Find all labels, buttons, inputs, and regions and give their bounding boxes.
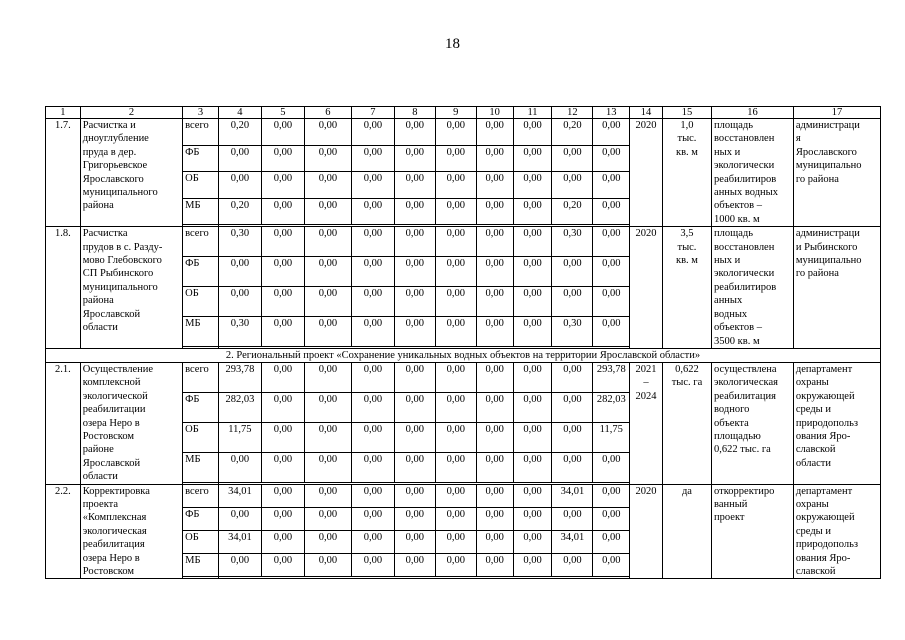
value-cell: 0,00 [513,119,552,146]
value-cell: 0,00 [476,422,513,452]
fund-label: ФБ [183,257,219,287]
value-cell: 0,00 [476,227,513,257]
value-cell: 293,78 [218,362,261,392]
value-cell: 0,00 [351,362,394,392]
value-cell: 0,00 [593,484,630,507]
value-cell: 0,00 [394,198,435,225]
value-cell: 0,00 [304,172,351,199]
item-result: площадь восстановлен ных и экологически реабилитиров анных водных объектов – 3500 кв. м [712,227,794,349]
item-result: площадь восстановлен ных и экологически реабилитиров анных водных объектов – 1000 кв. м [712,119,794,227]
fund-label: ФБ [183,507,219,530]
fund-label: всего [183,119,219,146]
item-executor: департамент охраны окружающей среды и природопольз ования Яро- славской области [793,362,880,484]
value-cell: 0,00 [351,392,394,422]
values-filler [218,577,629,579]
column-number-14: 14 [630,107,663,119]
value-cell: 0,00 [476,198,513,225]
fund-label: МБ [183,554,219,577]
value-cell: 0,00 [261,452,304,482]
table-row [46,484,881,507]
value-cell: 0,00 [218,257,261,287]
value-cell: 0,00 [351,172,394,199]
fund-label: всего [183,362,219,392]
value-cell: 0,00 [261,422,304,452]
value-cell: 0,00 [476,119,513,146]
value-cell: 0,00 [304,287,351,317]
value-cell: 0,00 [435,452,476,482]
column-number-16: 16 [712,107,794,119]
column-number-6: 6 [304,107,351,119]
value-cell: 0,00 [218,507,261,530]
value-cell: 0,00 [351,530,394,553]
value-cell: 0,00 [476,392,513,422]
value-cell: 0,00 [261,507,304,530]
value-cell: 0,00 [304,362,351,392]
value-cell: 0,00 [476,145,513,172]
column-number-12: 12 [552,107,593,119]
column-number-7: 7 [351,107,394,119]
item-number: 1.7. [46,119,81,227]
value-cell: 0,00 [435,287,476,317]
value-cell: 0,00 [261,530,304,553]
item-number: 1.8. [46,227,81,349]
value-cell: 0,30 [552,316,593,346]
value-cell: 0,00 [435,422,476,452]
value-cell: 0,00 [513,362,552,392]
value-cell: 282,03 [593,392,630,422]
item-executor: администраци я Ярославского муниципально го района [793,119,880,227]
value-cell: 0,00 [513,507,552,530]
value-cell: 0,00 [476,507,513,530]
column-number-8: 8 [394,107,435,119]
value-cell: 0,00 [513,530,552,553]
value-cell: 0,00 [593,145,630,172]
value-cell: 11,75 [218,422,261,452]
value-cell: 0,00 [394,287,435,317]
value-cell: 11,75 [593,422,630,452]
fund-label: ФБ [183,392,219,422]
value-cell: 0,00 [261,198,304,225]
value-cell: 0,00 [351,316,394,346]
value-cell: 0,00 [435,172,476,199]
value-cell: 0,00 [593,530,630,553]
value-cell: 0,00 [552,507,593,530]
value-cell: 0,00 [261,392,304,422]
fund-label: МБ [183,316,219,346]
value-cell: 0,00 [513,198,552,225]
value-cell: 0,00 [435,362,476,392]
value-cell: 0,00 [394,392,435,422]
value-cell: 0,00 [261,145,304,172]
value-cell: 0,00 [394,362,435,392]
column-number-9: 9 [435,107,476,119]
value-cell: 0,00 [304,554,351,577]
value-cell: 0,00 [394,507,435,530]
value-cell: 0,00 [552,392,593,422]
value-cell: 0,00 [304,484,351,507]
value-cell: 0,00 [351,287,394,317]
value-cell: 0,00 [394,422,435,452]
value-cell: 0,00 [394,484,435,507]
item-number: 2.1. [46,362,81,484]
section-title: 2. Региональный проект «Сохранение уникальных водных объектов на территории Ярославской области» [46,348,881,362]
value-cell: 0,00 [351,257,394,287]
section-row [46,348,881,362]
value-cell: 0,00 [593,257,630,287]
value-cell: 0,00 [593,287,630,317]
value-cell: 0,00 [552,145,593,172]
value-cell: 0,00 [513,287,552,317]
value-cell: 0,00 [513,172,552,199]
value-cell: 0,00 [218,145,261,172]
item-amount: 3,5 тыс. кв. м [662,227,711,349]
value-cell: 0,00 [476,257,513,287]
value-cell: 0,00 [351,227,394,257]
fund-label: ОБ [183,530,219,553]
fund-label: МБ [183,452,219,482]
value-cell: 0,00 [593,227,630,257]
item-amount: да [662,484,711,579]
item-name: Расчистка прудов в с. Разду- мово Глебовского СП Рыбинского муниципального района Ярославской области [80,227,182,349]
item-number: 2.2. [46,484,81,579]
value-cell: 0,00 [351,507,394,530]
value-cell: 0,00 [394,554,435,577]
value-cell: 0,00 [435,145,476,172]
column-number-5: 5 [261,107,304,119]
value-cell: 0,00 [304,392,351,422]
value-cell: 0,00 [435,392,476,422]
value-cell: 0,00 [394,227,435,257]
value-cell: 0,00 [476,530,513,553]
column-number-1: 1 [46,107,81,119]
column-number-15: 15 [662,107,711,119]
column-number-row [46,107,881,119]
value-cell: 0,00 [513,554,552,577]
value-cell: 0,00 [552,257,593,287]
value-cell: 0,00 [476,554,513,577]
value-cell: 0,00 [218,452,261,482]
item-result: откорректиро ванный проект [712,484,794,579]
value-cell: 0,00 [476,316,513,346]
column-number-13: 13 [593,107,630,119]
value-cell: 0,00 [261,484,304,507]
fund-label: ОБ [183,422,219,452]
value-cell: 0,00 [394,257,435,287]
item-year: 2021 – 2024 [630,362,663,484]
value-cell: 282,03 [218,392,261,422]
value-cell: 0,00 [261,257,304,287]
value-cell: 34,01 [218,530,261,553]
value-cell: 0,00 [435,257,476,287]
value-cell: 0,00 [435,119,476,146]
value-cell: 0,00 [304,119,351,146]
value-cell: 0,00 [218,287,261,317]
value-cell: 0,00 [261,227,304,257]
value-cell: 0,00 [261,362,304,392]
value-cell: 0,00 [552,287,593,317]
value-cell: 0,00 [351,484,394,507]
item-year: 2020 [630,484,663,579]
value-cell: 0,00 [593,316,630,346]
value-cell: 0,00 [476,484,513,507]
item-amount: 0,622 тыс. га [662,362,711,484]
value-cell: 0,00 [394,172,435,199]
value-cell: 293,78 [593,362,630,392]
table-row [46,227,881,257]
item-executor: администраци и Рыбинского муниципально го района [793,227,880,349]
value-cell: 0,00 [513,257,552,287]
item-year: 2020 [630,227,663,349]
item-name: Осуществление комплексной экологической реабилитации озера Неро в Ростовском районе Ярославской области [80,362,182,484]
value-cell: 0,00 [261,172,304,199]
value-cell: 0,00 [261,287,304,317]
value-cell: 0,00 [394,316,435,346]
value-cell: 0,00 [304,145,351,172]
value-cell: 0,30 [552,227,593,257]
value-cell: 0,00 [593,172,630,199]
value-cell: 0,00 [593,554,630,577]
column-number-11: 11 [513,107,552,119]
value-cell: 0,00 [513,227,552,257]
column-number-2: 2 [80,107,182,119]
value-cell: 0,20 [218,198,261,225]
value-cell: 34,01 [218,484,261,507]
fund-label: МБ [183,198,219,225]
value-cell: 0,00 [218,554,261,577]
value-cell: 0,00 [513,392,552,422]
item-name: Корректировка проекта «Комплексная экологическая реабилитация озера Неро в Ростовском [80,484,182,579]
value-cell: 0,00 [304,507,351,530]
fund-label: ОБ [183,287,219,317]
column-number-3: 3 [183,107,219,119]
value-cell: 34,01 [552,484,593,507]
fund-label: всего [183,227,219,257]
item-year: 2020 [630,119,663,227]
value-cell: 0,00 [394,145,435,172]
table-row [46,119,881,146]
value-cell: 0,00 [513,484,552,507]
value-cell: 0,00 [304,422,351,452]
value-cell: 0,00 [351,198,394,225]
value-cell: 0,00 [435,484,476,507]
value-cell: 0,00 [435,554,476,577]
value-cell: 0,00 [513,145,552,172]
page-number: 18 [445,36,460,52]
value-cell: 0,00 [304,257,351,287]
value-cell: 0,00 [513,422,552,452]
value-cell: 0,00 [351,119,394,146]
item-amount: 1,0 тыс. кв. м [662,119,711,227]
value-cell: 0,00 [394,530,435,553]
program-table [45,106,881,579]
value-cell: 0,00 [435,316,476,346]
value-cell: 0,00 [261,316,304,346]
value-cell: 0,30 [218,316,261,346]
value-cell: 0,00 [435,227,476,257]
value-cell: 0,00 [552,554,593,577]
value-cell: 0,00 [476,452,513,482]
item-result: осуществлена экологическая реабилитация водного объекта площадью 0,622 тыс. га [712,362,794,484]
value-cell: 0,00 [304,227,351,257]
value-cell: 0,00 [593,452,630,482]
value-cell: 0,20 [552,198,593,225]
value-cell: 0,00 [351,422,394,452]
value-cell: 0,00 [476,287,513,317]
item-name: Расчистка и дноуглубление пруда в дер. Григорьевское Ярославского муниципального района [80,119,182,227]
value-cell: 0,00 [261,554,304,577]
value-cell: 0,00 [593,198,630,225]
value-cell: 0,00 [304,198,351,225]
value-cell: 0,00 [435,530,476,553]
value-cell: 0,00 [552,452,593,482]
value-cell: 0,00 [304,316,351,346]
value-cell: 0,00 [351,145,394,172]
fund-label: ФБ [183,145,219,172]
table-row [46,362,881,392]
fund-label: всего [183,484,219,507]
value-cell: 0,00 [552,362,593,392]
value-cell: 0,00 [435,507,476,530]
value-cell: 0,00 [552,422,593,452]
fund-label: ОБ [183,172,219,199]
value-cell: 0,00 [513,316,552,346]
value-cell: 0,00 [304,452,351,482]
value-cell: 0,00 [593,119,630,146]
value-cell: 0,00 [261,119,304,146]
value-cell: 0,30 [218,227,261,257]
value-cell: 0,00 [593,507,630,530]
value-cell: 0,00 [435,198,476,225]
value-cell: 0,20 [552,119,593,146]
value-cell: 0,00 [304,530,351,553]
value-cell: 0,00 [476,172,513,199]
value-cell: 0,00 [476,362,513,392]
value-cell: 0,00 [351,554,394,577]
item-executor: департамент охраны окружающей среды и природопольз ования Яро- славской [793,484,880,579]
column-number-10: 10 [476,107,513,119]
value-cell: 0,20 [218,119,261,146]
column-number-4: 4 [218,107,261,119]
value-cell: 34,01 [552,530,593,553]
value-cell: 0,00 [513,452,552,482]
value-cell: 0,00 [351,452,394,482]
column-number-17: 17 [793,107,880,119]
value-cell: 0,00 [394,452,435,482]
value-cell: 0,00 [552,172,593,199]
value-cell: 0,00 [394,119,435,146]
fund-filler [183,577,219,579]
value-cell: 0,00 [218,172,261,199]
